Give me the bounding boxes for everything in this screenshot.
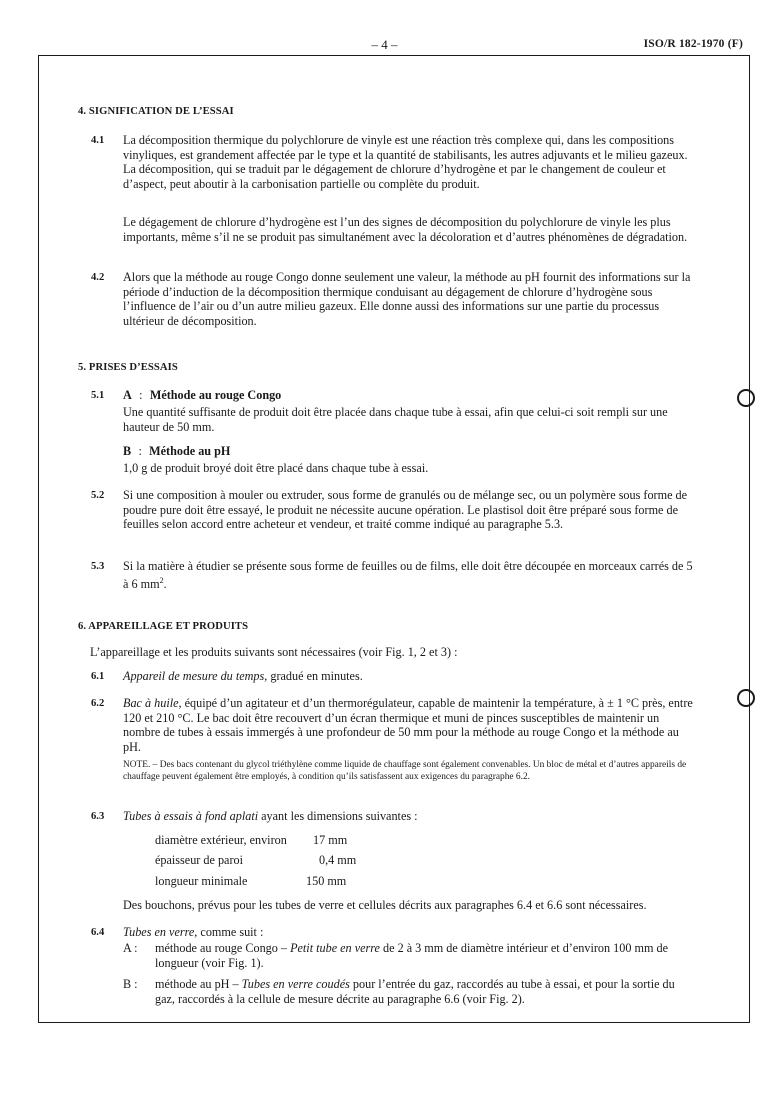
clause-4-1-paragraph-2: Le dégagement de chlorure d’hydrogène est l’un des signes de décomposition du polychlorure de vinyle les plus importants, même s’il ne se produit pas simultanément avec la décoloration et d’autres phénomènes de dégradation. — [123, 215, 688, 244]
method-a-text — [123, 405, 693, 434]
dimension-value: 17 mm — [313, 833, 348, 847]
dimension-label: longueur minimale — [155, 874, 248, 888]
item-a-term: Petit tube en verre — [290, 941, 380, 955]
clause-4-1-text-2 — [123, 215, 693, 244]
clause-5-3-paragraph — [123, 559, 693, 591]
item-a-post: de 2 à 3 mm de diamètre intérieur et d’environ 100 mm de longueur (voir Fig. 1). — [155, 941, 668, 970]
clause-6-2-desc: équipé d’un agitateur et d’un thermorégulateur, capable de maintenir la température, à ± 1 °C près, entre 120 et 210 °C. Le bac doit être recouvert d’un écran thermique et muni de pinces susceptibles de maintenir un nombre de tubes à essais immergés à une profondeur de 50 mm pour la méthode au rouge Congo et la méthode au pH. — [123, 696, 693, 755]
method-b-text — [123, 461, 693, 476]
clause-6-1-desc: gradué en minutes. — [267, 669, 363, 683]
method-a-paragraph: Une quantité suffisante de produit doit être placée dans chaque tube à essai, afin que celui-ci soit rempli sur une hauteur de 50 mm. — [123, 405, 668, 434]
clause-6-1-text — [123, 669, 693, 684]
clause-6-3-after-paragraph: Des bouchons, prévus pour les tubes de verre et cellules décrits aux paragraphes 6.4 et 6.6 sont nécessaires. — [123, 898, 647, 912]
method-a-letter: A — [123, 388, 132, 402]
clause-6-1-paragraph — [123, 669, 693, 684]
clause-6-1-term: Appareil de mesure du temps, — [123, 669, 268, 683]
clause-5-3-text — [123, 559, 693, 591]
method-b-letter: B — [123, 444, 132, 458]
clause-4-2-number: 4.2 — [91, 272, 105, 283]
method-b-heading: B : Méthode au pH — [123, 444, 231, 458]
item-b-term: Tubes en verre coudés — [241, 977, 350, 991]
clause-6-2-note: NOTE. – Des bacs contenant du glycol triéthylène comme liquide de chauffage sont également convenables. Un bloc de métal et d’autres appareils de chauffage peuvent également être employés, à condition qu’ils satisfassent aux exigences du paragraphe 6.2. — [123, 760, 687, 783]
clause-4-2-text — [123, 270, 693, 329]
clause-6-1-number: 6.1 — [91, 671, 105, 682]
method-b-title: Méthode au pH — [149, 444, 231, 458]
clause-6-2-paragraph — [123, 696, 693, 755]
clause-5-3-number: 5.3 — [91, 561, 105, 572]
method-a-title: Méthode au rouge Congo — [149, 388, 282, 402]
dimension-value: 0,4 mm — [319, 853, 357, 867]
clause-5-1-number: 5.1 — [91, 390, 105, 401]
item-b-letter: B : — [123, 977, 138, 991]
clause-5-3-end: . — [163, 576, 167, 591]
item-a-pre: méthode au rouge Congo – — [155, 941, 291, 955]
clause-6-3-term: Tubes à essais à fond aplati — [123, 809, 259, 823]
page-frame — [38, 55, 750, 1023]
item-a-letter: A : — [123, 941, 138, 955]
clause-4-1-paragraph-1: La décomposition thermique du polychlorure de vinyle est une réaction très complexe qui, dans les compositions vinyliques, est grandement affectée par le type et la quantité de stabilisants, les autres adjuvants et le milieu gazeux. La décomposition, qui se traduit par le dégagement de chlorure d’hydrogène et par le changement de couleur et d’aspect, peut aboutir à la carbonisation partielle ou complète du produit. — [123, 133, 688, 192]
section-6-intro: L’appareillage et les produits suivants sont nécessaires (voir Fig. 1, 2 et 3) : — [90, 645, 458, 659]
clause-5-3-superscript: 2 — [159, 575, 164, 585]
clause-4-2-paragraph: Alors que la méthode au rouge Congo donne seulement une valeur, la méthode au pH fournit des informations sur la période d’induction de la décomposition thermique conduisant au dégagement de chlorure d’hydrogène sous l’influence de l’air ou d’un autre milieu gazeux. Elle donne aussi des informations sur une partie du processus ultérieur de décomposition. — [123, 270, 691, 329]
clause-6-3-paragraph — [123, 809, 693, 824]
binder-hole-icon — [737, 689, 755, 707]
clause-6-2-number: 6.2 — [91, 698, 105, 709]
dimension-value: 150 mm — [306, 874, 347, 888]
binder-hole-icon — [737, 389, 755, 407]
section-5-title: 5. PRISES D’ESSAIS — [78, 362, 178, 373]
page-number: – 4 – — [371, 37, 398, 52]
clause-6-3-number: 6.3 — [91, 811, 105, 822]
clause-6-4-text — [123, 925, 693, 940]
clause-6-3-text — [123, 809, 693, 824]
item-b-pre: méthode au pH – — [155, 977, 242, 991]
dimension-label: épaisseur de paroi — [155, 853, 243, 867]
item-a-text — [155, 941, 695, 970]
clause-6-2-text — [123, 696, 693, 755]
clause-5-2-text — [123, 488, 693, 532]
method-b-paragraph: 1,0 g de produit broyé doit être placé dans chaque tube à essai. — [123, 461, 429, 475]
item-b-text — [155, 977, 695, 1006]
item-b-post: pour l’entrée du gaz, raccordés au tube à essai, et pour la sortie du gaz, raccordés à la cellule de mesure décrite au paragraphe 6.6 (voir Fig. 2). — [155, 977, 675, 1006]
section-6-title: 6. APPAREILLAGE ET PRODUITS — [78, 621, 249, 632]
clause-6-3-after — [123, 898, 693, 913]
method-a-heading: A : Méthode au rouge Congo — [123, 388, 282, 402]
clause-6-3-desc: ayant les dimensions suivantes : — [258, 809, 418, 823]
dimension-label: diamètre extérieur, environ — [155, 833, 287, 847]
clause-6-4-number: 6.4 — [91, 927, 105, 938]
section-4-title: 4. SIGNIFICATION DE L’ESSAI — [78, 106, 234, 117]
clause-6-4-paragraph — [123, 925, 693, 940]
clause-5-3-main: Si la matière à étudier se présente sous forme de feuilles ou de films, elle doit être découpée en morceaux carrés de 5 à 6 mm — [123, 559, 693, 591]
clause-5-2-number: 5.2 — [91, 490, 105, 501]
clause-6-2-term: Bac à huile, — [123, 696, 182, 710]
clause-6-4-desc: comme suit : — [197, 925, 264, 939]
document-reference: ISO/R 182-1970 (F) — [643, 38, 743, 50]
clause-4-1-number: 4.1 — [91, 135, 105, 146]
clause-5-2-paragraph: Si une composition à mouler ou extruder, sous forme de granulés ou de mélange sec, ou un polymère sous forme de poudre pure doit être essayé, le produit ne nécessite aucune opération. Le plastisol doit être préparé sous forme de feuilles selon accord entre acheteur et vendeur, et traité comme indiqué au paragraphe 5.3. — [123, 488, 688, 532]
clause-6-4-term: Tubes en verre, — [123, 925, 198, 939]
clause-4-1-text — [123, 133, 693, 192]
